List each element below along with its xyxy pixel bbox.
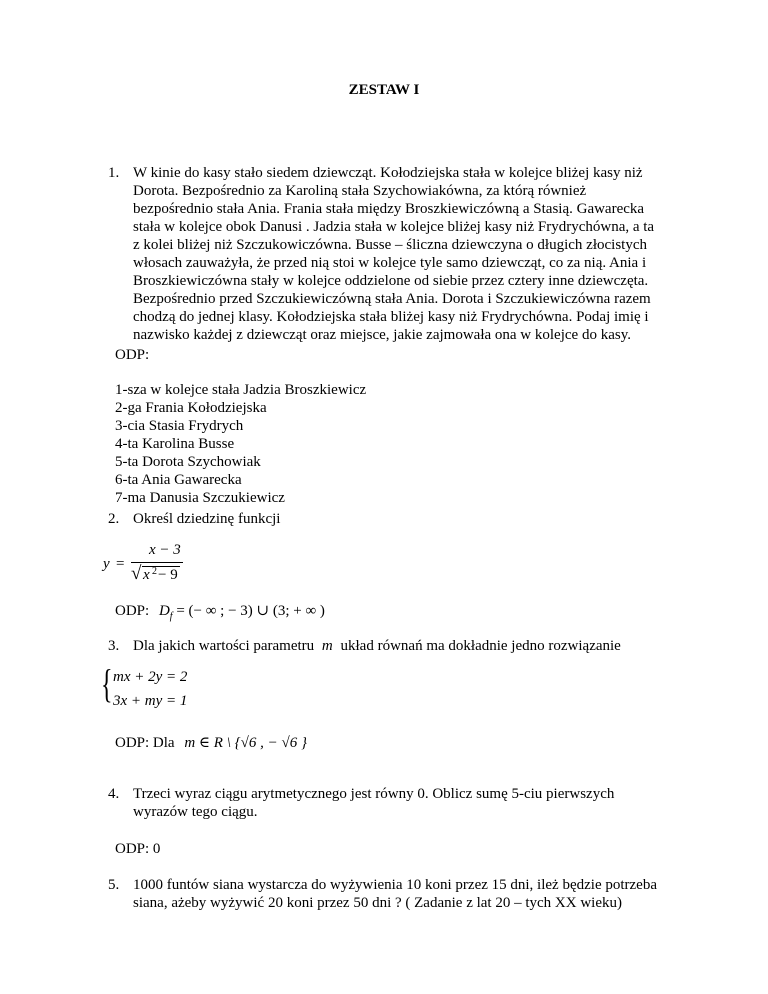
denominator-rest: − 9: [158, 567, 178, 583]
answer-item: 2-ga Frania Kołodziejska: [115, 400, 267, 416]
answer-item: 3-cia Stasia Frydrych: [115, 418, 244, 434]
task-1-line: bezpośrednio stała Ania. Frania stała między Broszkiewiczówną a Stasią. Gawarecka: [133, 201, 645, 217]
domain-value: = (− ∞ ; − 3) ∪ (3; + ∞ ): [172, 603, 325, 619]
task-3-answer-label: ODP: Dla: [115, 735, 175, 751]
task-1-line: Broszkiewiczówna stały w kolejce oddzielone od siebie przez cztery inne dziewczęta.: [133, 273, 649, 289]
task-1-answer-list: [115, 381, 366, 507]
task-3-answer-math: m ∈ R \ {√6 , − √6 }: [184, 735, 307, 751]
task-4-line: Trzeci wyraz ciągu arytmetycznego jest równy 0. Oblicz sumę 5-ciu pierwszych: [133, 786, 615, 802]
task-2-number: 2.: [108, 511, 120, 527]
document-title: ZESTAW I: [348, 82, 420, 98]
task-1-line: W kinie do kasy stało siedem dziewcząt. Kołodziejska stała w kolejce bliżej kasy niż: [133, 165, 643, 181]
task-5-line: 1000 funtów siana wystarcza do wyżywienia 10 koni przez 15 dni, ileż będzie potrzeba: [133, 877, 657, 893]
system-equation-1: mx + 2y = 2: [113, 669, 188, 685]
task-1-line: Dorota. Bezpośrednio za Karoliną stała Szychowiakówna, za którą również: [133, 183, 587, 199]
task-1-line: nazwisko każdej z dziewcząt oraz miejsce, jakie zajmowała ona w kolejce do kasy.: [133, 327, 631, 343]
task-5-text: [133, 876, 657, 912]
task-1-answer-label: ODP:: [115, 347, 150, 363]
task-1-line: z kolei bliżej niż Szczukowiczówna. Busse – śliczna dziewczyna o długich złocistych: [133, 237, 647, 253]
answer-item: 4-ta Karolina Busse: [115, 436, 235, 452]
task-4-text: [133, 785, 614, 821]
task-1-line: Bezpośrednio przed Szczukiewiczówną stała Ania. Dorota i Szczukiewiczówna razem: [133, 291, 651, 307]
task-3-text-before: Dla jakich wartości parametru: [133, 638, 315, 654]
formula-equals: =: [116, 556, 125, 572]
task-3-parameter: m: [321, 638, 333, 654]
task-1-number: 1.: [108, 165, 120, 181]
denominator-exponent: 2: [152, 566, 157, 577]
task-5-line: siana, ażeby wyżywić 20 koni przez 50 dni ? ( Zadanie z lat 20 – tych XX wieku): [133, 895, 622, 911]
answer-item: 6-ta Ania Gawarecka: [115, 472, 242, 488]
task-2-answer: [115, 602, 325, 622]
task-1-line: stała w kolejce obok Danusi . Jadzia stała w kolejce bliżej kasy niż Frydrychówna, a ta: [133, 219, 655, 235]
equation-system: [101, 661, 241, 712]
denominator-var: x: [143, 567, 150, 583]
task-4-line: wyrazów tego ciągu.: [133, 804, 258, 820]
answer-item: 5-ta Dorota Szychowiak: [115, 454, 261, 470]
radical-sign: √: [131, 563, 142, 584]
task-2-answer-label: ODP:: [115, 603, 150, 619]
formula-numerator: x − 3: [149, 542, 181, 558]
system-equation-2: 3x + my = 1: [113, 693, 188, 709]
system-brace: {: [101, 661, 113, 706]
formula-lhs: y: [103, 556, 110, 572]
task-3-text-after: układ równań ma dokładnie jedno rozwiązanie: [340, 638, 621, 654]
domain-subscript: f: [169, 611, 173, 622]
task-1-line: chodzą do jednej klasy. Kołodziejska stała bliżej kasy niż Frydrychówna. Podaj imię i: [133, 309, 649, 325]
task-1-text: [133, 164, 693, 344]
task-2-formula: [103, 542, 263, 592]
task-3-text: [133, 637, 621, 655]
task-4-answer: ODP: 0: [115, 841, 161, 857]
task-2-text: Określ dziedzinę funkcji: [133, 511, 281, 527]
task-3-number: 3.: [108, 638, 120, 654]
domain-symbol: D: [158, 603, 170, 619]
task-4-number: 4.: [108, 786, 120, 802]
answer-item: 7-ma Danusia Szczukiewicz: [115, 490, 285, 506]
task-5-number: 5.: [108, 877, 120, 893]
answer-item: 1-sza w kolejce stała Jadzia Broszkiewicz: [115, 382, 367, 398]
task-1-line: włosach zauważyła, że przed nią stoi w kolejce tyle samo dziewcząt, co za nią. Ania i: [133, 255, 647, 271]
task-3-answer: [115, 734, 307, 752]
